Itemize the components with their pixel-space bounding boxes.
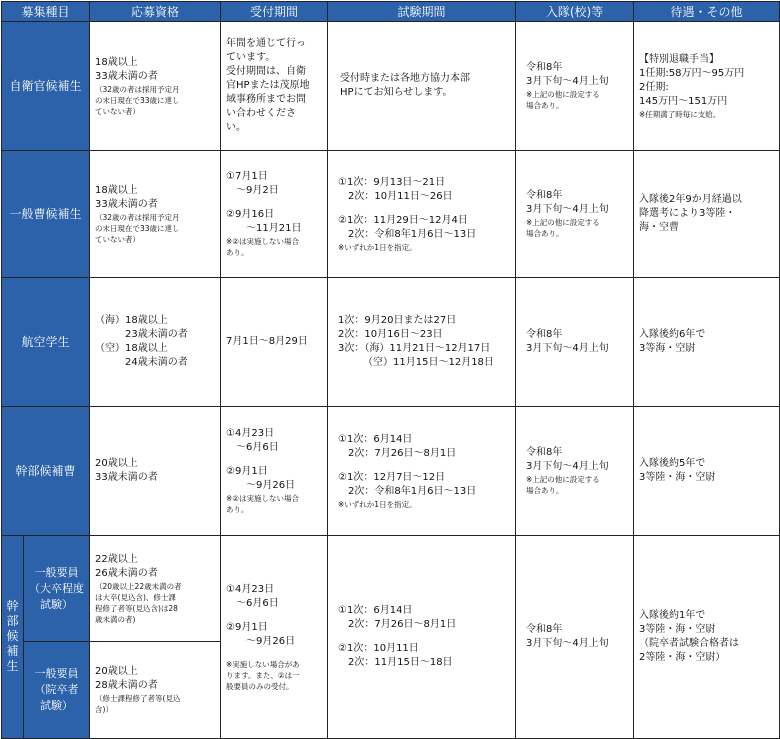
treatment-cell <box>634 22 780 151</box>
exam-line: HPにてお知らせします。 <box>340 87 453 98</box>
eligibility-cell <box>90 407 221 536</box>
application-line: ②9月16日 <box>226 209 275 220</box>
eligibility-line: 26歳未満の者 <box>95 567 158 579</box>
enlistment-cell <box>516 536 634 739</box>
treatment-line: 海・空曹 <box>639 222 680 233</box>
treatment-line: 1任期:58万円～95万円 <box>639 67 745 79</box>
application-line: い合わせくださ <box>226 108 297 119</box>
enlistment-note: ※上記の他に設定する <box>526 218 600 227</box>
eligibility-line: 33歳未満の者 <box>95 472 158 483</box>
application-line: ②9月1日 <box>226 621 268 633</box>
subcategory-line: 一般要員 <box>34 667 79 680</box>
exam-line: 受付時または各地方協力本部 <box>340 73 471 84</box>
subcategory-line: 試験） <box>40 597 73 611</box>
application-note: ります。また、②は一 <box>226 670 300 680</box>
treatment-line: （院卒者試験合格者は <box>639 638 740 649</box>
eligibility-line: 18歳以上 <box>95 184 138 196</box>
eligibility-note: の末日現在で33歳に達し <box>95 95 180 105</box>
treatment-cell <box>634 278 780 407</box>
exam-line: 2次：7月26日～8月1日 <box>338 447 457 459</box>
officer-group-label: 幹部候補生 <box>6 599 19 673</box>
application-note: ※②は実施しない場合 <box>226 494 300 503</box>
exam-line: 3次：（海）11月21日～12月17日 <box>338 343 491 354</box>
eligibility-line: 18歳以上 <box>95 56 138 68</box>
treatment-note: ※任期満了時毎に支給。 <box>639 109 721 119</box>
application-line: ています。 <box>226 52 276 63</box>
enlistment-cell <box>516 278 634 407</box>
header-enlistment: 入隊(校)等 <box>516 2 634 22</box>
application-line: ～11月21日 <box>226 223 302 234</box>
category-cell: 幹部候補曹 <box>2 407 90 536</box>
treatment-line: 3等陸・海・空尉 <box>639 624 716 635</box>
treatment-line: 3等陸・海・空尉 <box>639 472 716 483</box>
application-line: ①4月23日 <box>226 583 275 595</box>
enlistment-cell <box>516 151 634 278</box>
eligibility-line: （海）18歳以上 <box>95 315 168 326</box>
exam-line: ①1次：6月14日 <box>338 605 413 616</box>
enlistment-note: ※上記の他に設定する <box>526 90 600 99</box>
exam-cell <box>328 407 516 536</box>
application-cell <box>221 278 328 407</box>
application-line: 受付期間は、自衛 <box>226 66 307 77</box>
exam-cell <box>328 151 516 278</box>
enlistment-cell <box>516 22 634 151</box>
exam-cell <box>328 536 516 739</box>
header-eligibility: 応募資格 <box>90 2 221 22</box>
application-line: ～9月26日 <box>226 480 296 491</box>
treatment-line: 降選考により3等陸・ <box>639 208 736 219</box>
enlistment-note: ※上記の他に設定する <box>526 475 600 484</box>
subcategory-cell <box>24 642 90 739</box>
enlistment-line: 令和8年 <box>526 447 563 458</box>
enlistment-note: 場合あり。 <box>526 101 564 110</box>
application-line: ①4月23日 <box>226 428 275 439</box>
enlistment-line: 3月下旬～4月上旬 <box>526 343 609 354</box>
application-cell <box>221 151 328 278</box>
application-cell <box>221 22 328 151</box>
exam-cell <box>328 22 516 151</box>
exam-line: 2次：10月11日～26日 <box>338 190 453 202</box>
exam-line: ②1次：10月11日 <box>338 643 419 654</box>
exam-line: ②1次：11月29日～12月4日 <box>338 214 468 226</box>
eligibility-note: は大卒(見込含)、修士課 <box>95 592 176 602</box>
eligibility-line: 33歳未満の者 <box>95 70 158 82</box>
exam-line: 2次：10月16日～23日 <box>338 329 443 340</box>
eligibility-note: （20歳以上22歳未満の者 <box>95 581 182 591</box>
exam-line: 2次：11月15日～18日 <box>338 657 453 668</box>
header-category: 募集種目 <box>2 2 90 22</box>
treatment-line: 入隊後2年9か月経過以 <box>639 194 742 205</box>
exam-line: （空）11月15日～12月18日 <box>338 357 494 368</box>
enlistment-note: 場合あり。 <box>526 229 564 238</box>
recruitment-table <box>1 1 780 739</box>
eligibility-note: ていない者） <box>95 106 141 116</box>
eligibility-note: （32歳の者は採用予定月 <box>95 84 180 94</box>
eligibility-cell <box>90 151 221 278</box>
exam-line: 2次：令和8年1月6日～13日 <box>338 485 477 497</box>
treatment-cell <box>634 151 780 278</box>
exam-line: ①1次：9月13日～21日 <box>338 176 446 188</box>
application-line: 官HPまたは茂原地 <box>226 80 310 91</box>
eligibility-note: 程修了者等(見込含)は28 <box>95 603 178 613</box>
eligibility-note: の末日現在で33歳に達し <box>95 223 180 233</box>
enlistment-line: 3月下旬～4月上旬 <box>526 76 609 87</box>
eligibility-cell <box>90 22 221 151</box>
subcategory-line: （院卒者 <box>34 683 79 696</box>
enlistment-line: 令和8年 <box>526 190 563 201</box>
eligibility-line: 20歳以上 <box>95 666 138 677</box>
enlistment-line: 令和8年 <box>526 624 563 635</box>
exam-line: 1次：9月20日または27日 <box>338 315 457 326</box>
eligibility-line: 22歳以上 <box>95 553 138 565</box>
eligibility-note: 歳未満の者) <box>95 614 136 624</box>
eligibility-line: 24歳未満の者 <box>95 357 188 368</box>
eligibility-cell <box>90 642 221 739</box>
exam-note: ※いずれか1日を指定。 <box>338 499 417 509</box>
application-line: ～6月6日 <box>226 442 279 453</box>
subcategory-cell <box>24 536 90 642</box>
table-row <box>2 407 780 536</box>
table-row <box>2 151 780 278</box>
eligibility-line: 28歳未満の者 <box>95 680 158 691</box>
eligibility-note: 含)） <box>95 705 113 714</box>
enlistment-note: 場合あり。 <box>526 486 564 495</box>
eligibility-note: ていない者） <box>95 234 141 244</box>
application-note: ※実施しない場合があ <box>226 659 300 669</box>
exam-line: 2次：令和8年1月6日～13日 <box>338 228 477 240</box>
application-line: ～6月6日 <box>226 597 279 609</box>
category-cell: 一般曹候補生 <box>2 151 90 278</box>
exam-note: ※いずれか1日を指定。 <box>338 242 417 252</box>
application-note: ※②は実施しない場合 <box>226 237 300 246</box>
application-line: ～9月26日 <box>226 635 296 647</box>
eligibility-cell <box>90 278 221 407</box>
treatment-line: 入隊後約6年で <box>639 329 706 340</box>
treatment-cell <box>634 536 780 739</box>
header-treatment: 待遇・その他 <box>634 2 780 22</box>
header-exam-period: 試験期間 <box>328 2 516 22</box>
enlistment-line: 3月下旬～4月上旬 <box>526 461 609 472</box>
category-cell-officer <box>2 536 24 739</box>
enlistment-cell <box>516 407 634 536</box>
table-row <box>2 22 780 151</box>
treatment-line: 入隊後約5年で <box>639 458 706 469</box>
eligibility-note: （32歳の者は採用予定月 <box>95 212 180 222</box>
application-line: ～9月2日 <box>226 185 279 196</box>
application-note: あり。 <box>226 248 249 257</box>
enlistment-line: 令和8年 <box>526 62 563 73</box>
exam-line: 2次：7月26日～8月1日 <box>338 619 457 630</box>
application-line: ②9月1日 <box>226 466 268 477</box>
enlistment-line: 令和8年 <box>526 329 563 340</box>
exam-line: ①1次：6月14日 <box>338 433 413 445</box>
treatment-line: 2等陸・海・空尉） <box>639 652 726 663</box>
application-cell <box>221 536 328 739</box>
treatment-line: 【特別退職手当】 <box>639 53 720 65</box>
application-line: ①7月1日 <box>226 171 268 182</box>
category-cell: 航空学生 <box>2 278 90 407</box>
category-cell: 自衛官候補生 <box>2 22 90 151</box>
treatment-line: 145万円～151万円 <box>639 95 728 107</box>
eligibility-note: （修士課程修了者等(見込 <box>95 694 181 703</box>
application-line: 域事務所までお問 <box>226 94 307 105</box>
enlistment-line: 3月下旬～4月上旬 <box>526 638 609 649</box>
header-application-period: 受付期間 <box>221 2 328 22</box>
subcategory-line: 一般要員 <box>34 565 79 579</box>
exam-line: ②1次：12月7日～12日 <box>338 471 446 483</box>
table-row <box>2 278 780 407</box>
header-row <box>2 2 780 22</box>
eligibility-line: 20歳以上 <box>95 458 138 469</box>
subcategory-line: （大卒程度 <box>29 581 84 595</box>
treatment-line: 入隊後約1年で <box>639 610 706 621</box>
subcategory-line: 試験） <box>40 699 73 712</box>
application-line: 7月1日～8月29日 <box>226 336 308 347</box>
eligibility-line: （空）18歳以上 <box>95 343 168 354</box>
eligibility-cell <box>90 536 221 642</box>
table-row <box>2 536 780 642</box>
application-cell <box>221 407 328 536</box>
exam-cell <box>328 278 516 407</box>
application-note: 般要員のみの受付。 <box>226 681 294 691</box>
enlistment-line: 3月下旬～4月上旬 <box>526 204 609 215</box>
treatment-cell <box>634 407 780 536</box>
eligibility-line: 23歳未満の者 <box>95 329 188 340</box>
application-line: 年間を通じて行っ <box>226 38 307 49</box>
application-note: あり。 <box>226 505 249 514</box>
application-line: い。 <box>226 122 247 133</box>
treatment-line: 3等海・空尉 <box>639 343 696 354</box>
eligibility-line: 33歳未満の者 <box>95 198 158 210</box>
treatment-line: 2任期: <box>639 81 669 93</box>
